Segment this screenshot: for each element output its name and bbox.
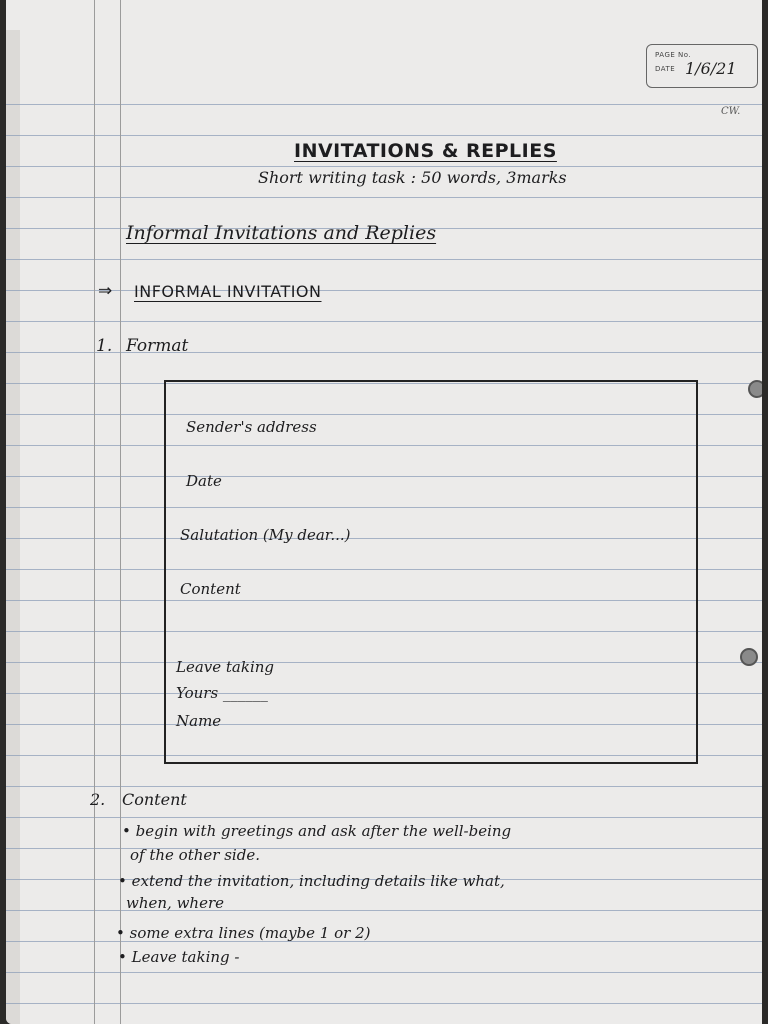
item-1-label: Format [126,336,189,356]
list-item: • extend the invitation, including details like what, [118,872,505,890]
subheading: INFORMAL INVITATION [134,282,322,301]
format-line: Sender's address [186,418,317,436]
margin-line [94,0,95,1024]
format-box [164,380,698,764]
format-line: Leave taking [176,658,275,676]
format-line: Salutation (My dear...) [180,526,351,544]
arrow-icon: ⇒ [98,281,113,301]
format-line: Name [176,712,222,730]
notebook-page [6,0,762,1024]
list-item: when, where [126,894,224,912]
list-item: • Leave taking - [118,948,240,966]
page-date-box [646,44,758,88]
format-line: Date [186,472,222,490]
format-line: Content [180,580,241,598]
binder-ring [740,648,758,666]
margin-line [120,0,121,1024]
item-2-number: 2. [90,790,106,809]
date-label: DATE [655,65,676,73]
section-heading: Informal Invitations and Replies [126,222,437,244]
cw-note: CW. [721,106,741,117]
underlying-page-edge [6,30,20,1024]
list-item: • some extra lines (maybe 1 or 2) [116,924,371,942]
list-item: of the other side. [130,846,260,864]
list-item: • begin with greetings and ask after the well-being [122,822,512,840]
item-1-number: 1. [96,336,113,356]
subtitle: Short writing task : 50 words, 3marks [258,168,567,187]
binder-ring [748,380,762,398]
format-line: Yours ______ [176,684,268,702]
date-value: 1/6/21 [685,59,737,78]
item-2-label: Content [122,790,187,809]
page-label: PAGE No. [655,51,692,59]
page-title: INVITATIONS & REPLIES [294,140,557,162]
